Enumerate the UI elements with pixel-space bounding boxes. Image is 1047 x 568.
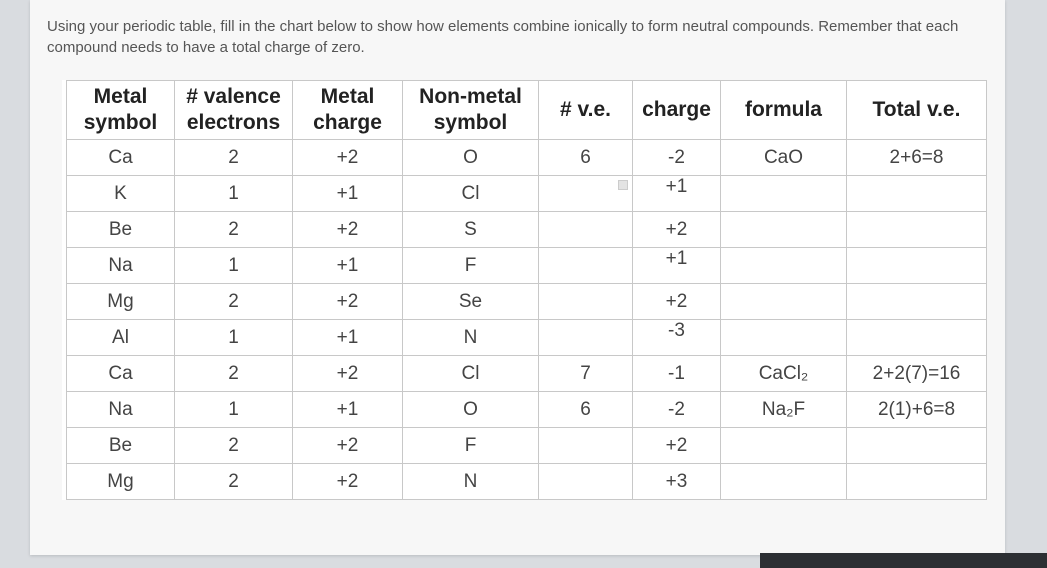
nonmetal-cell[interactable]: O — [403, 392, 539, 428]
nonmetal-cell[interactable]: O — [403, 140, 539, 176]
nonmetal-ve-cell[interactable] — [539, 176, 633, 212]
total-ve-cell[interactable] — [847, 248, 987, 284]
metal-cell[interactable]: Be — [67, 212, 175, 248]
taskbar-strip — [760, 553, 1047, 568]
valence-cell[interactable]: 2 — [175, 284, 293, 320]
metal-cell[interactable]: Mg — [67, 464, 175, 500]
metal-charge-cell[interactable]: +1 — [293, 392, 403, 428]
table-row — [67, 248, 987, 284]
formula-cell[interactable] — [721, 212, 847, 248]
formula-cell[interactable] — [721, 248, 847, 284]
charge-cell[interactable]: -2 — [633, 392, 721, 428]
metal-charge-cell[interactable]: +2 — [293, 356, 403, 392]
formula-cell[interactable]: CaO — [721, 140, 847, 176]
nonmetal-cell[interactable]: N — [403, 320, 539, 356]
metal-charge-cell[interactable]: +1 — [293, 176, 403, 212]
total-ve-cell[interactable] — [847, 176, 987, 212]
header-metal-symbol: Metal symbol — [67, 81, 175, 140]
nonmetal-cell[interactable]: S — [403, 212, 539, 248]
nonmetal-ve-cell[interactable]: 7 — [539, 356, 633, 392]
valence-cell[interactable]: 1 — [175, 248, 293, 284]
formula-cell[interactable]: Na₂F — [721, 392, 847, 428]
nonmetal-ve-cell[interactable] — [539, 428, 633, 464]
nonmetal-cell[interactable]: Se — [403, 284, 539, 320]
nonmetal-ve-cell[interactable]: 6 — [539, 140, 633, 176]
charge-cell[interactable]: +2 — [633, 284, 721, 320]
nonmetal-cell[interactable]: Cl — [403, 356, 539, 392]
valence-cell[interactable]: 1 — [175, 176, 293, 212]
metal-charge-cell[interactable]: +1 — [293, 320, 403, 356]
metal-charge-cell[interactable]: +2 — [293, 284, 403, 320]
formula-cell[interactable] — [721, 428, 847, 464]
metal-charge-cell[interactable]: +2 — [293, 212, 403, 248]
dropdown-icon[interactable] — [618, 180, 628, 190]
header-valence-electrons: # valence electrons — [175, 81, 293, 140]
metal-cell[interactable]: Al — [67, 320, 175, 356]
total-ve-cell[interactable]: 2+6=8 — [847, 140, 987, 176]
charge-cell[interactable]: -3 — [633, 320, 721, 356]
header-formula: formula — [721, 81, 847, 140]
header-nonmetal-ve: # v.e. — [539, 81, 633, 140]
nonmetal-ve-cell[interactable] — [539, 248, 633, 284]
total-ve-cell[interactable] — [847, 212, 987, 248]
table-row — [67, 284, 987, 320]
total-ve-cell[interactable] — [847, 464, 987, 500]
valence-cell[interactable]: 2 — [175, 428, 293, 464]
table-row — [67, 464, 987, 500]
metal-charge-cell[interactable]: +2 — [293, 140, 403, 176]
nonmetal-cell[interactable]: Cl — [403, 176, 539, 212]
total-ve-cell[interactable]: 2+2(7)=16 — [847, 356, 987, 392]
valence-cell[interactable]: 1 — [175, 320, 293, 356]
header-total-ve: Total v.e. — [847, 81, 987, 140]
formula-cell[interactable] — [721, 464, 847, 500]
total-ve-cell[interactable] — [847, 428, 987, 464]
table-row — [67, 428, 987, 464]
nonmetal-ve-cell[interactable]: 6 — [539, 392, 633, 428]
valence-cell[interactable]: 2 — [175, 464, 293, 500]
ionic-compounds-chart — [66, 80, 987, 500]
nonmetal-cell[interactable]: N — [403, 464, 539, 500]
total-ve-cell[interactable] — [847, 320, 987, 356]
nonmetal-ve-cell[interactable] — [539, 464, 633, 500]
valence-cell[interactable]: 2 — [175, 140, 293, 176]
valence-cell[interactable]: 1 — [175, 392, 293, 428]
nonmetal-ve-cell[interactable] — [539, 320, 633, 356]
metal-cell[interactable]: Mg — [67, 284, 175, 320]
charge-cell[interactable]: -1 — [633, 356, 721, 392]
table-row — [67, 176, 987, 212]
metal-charge-cell[interactable]: +2 — [293, 464, 403, 500]
instructions-text: Using your periodic table, fill in the chart below to show how elements combine ionically to form neutral compounds. Remember that each compound needs to have a total charge of zero. — [47, 18, 959, 56]
metal-cell[interactable]: K — [67, 176, 175, 212]
valence-cell[interactable]: 2 — [175, 356, 293, 392]
total-ve-cell[interactable]: 2(1)+6=8 — [847, 392, 987, 428]
header-charge: charge — [633, 81, 721, 140]
charge-cell[interactable]: +3 — [633, 464, 721, 500]
table-row — [67, 392, 987, 428]
header-metal-charge: Metal charge — [293, 81, 403, 140]
metal-cell[interactable]: Na — [67, 392, 175, 428]
table-row — [67, 212, 987, 248]
nonmetal-ve-cell[interactable] — [539, 284, 633, 320]
nonmetal-cell[interactable]: F — [403, 248, 539, 284]
charge-cell[interactable]: +1 — [633, 248, 721, 284]
formula-cell[interactable] — [721, 320, 847, 356]
header-row — [67, 81, 987, 140]
charge-cell[interactable]: -2 — [633, 140, 721, 176]
table-row — [67, 140, 987, 176]
header-nonmetal-symbol: Non-metal symbol — [403, 81, 539, 140]
nonmetal-ve-cell[interactable] — [539, 212, 633, 248]
formula-cell[interactable] — [721, 176, 847, 212]
metal-charge-cell[interactable]: +2 — [293, 428, 403, 464]
table-row — [67, 356, 987, 392]
metal-cell[interactable]: Ca — [67, 140, 175, 176]
table-row — [67, 320, 987, 356]
formula-cell[interactable] — [721, 284, 847, 320]
metal-cell[interactable]: Be — [67, 428, 175, 464]
metal-cell[interactable]: Ca — [67, 356, 175, 392]
metal-cell[interactable]: Na — [67, 248, 175, 284]
charge-cell[interactable]: +1 — [633, 176, 721, 212]
nonmetal-cell[interactable]: F — [403, 428, 539, 464]
metal-charge-cell[interactable]: +1 — [293, 248, 403, 284]
formula-cell[interactable]: CaCl₂ — [721, 356, 847, 392]
charge-cell[interactable]: +2 — [633, 428, 721, 464]
charge-cell[interactable]: +2 — [633, 212, 721, 248]
total-ve-cell[interactable] — [847, 284, 987, 320]
valence-cell[interactable]: 2 — [175, 212, 293, 248]
